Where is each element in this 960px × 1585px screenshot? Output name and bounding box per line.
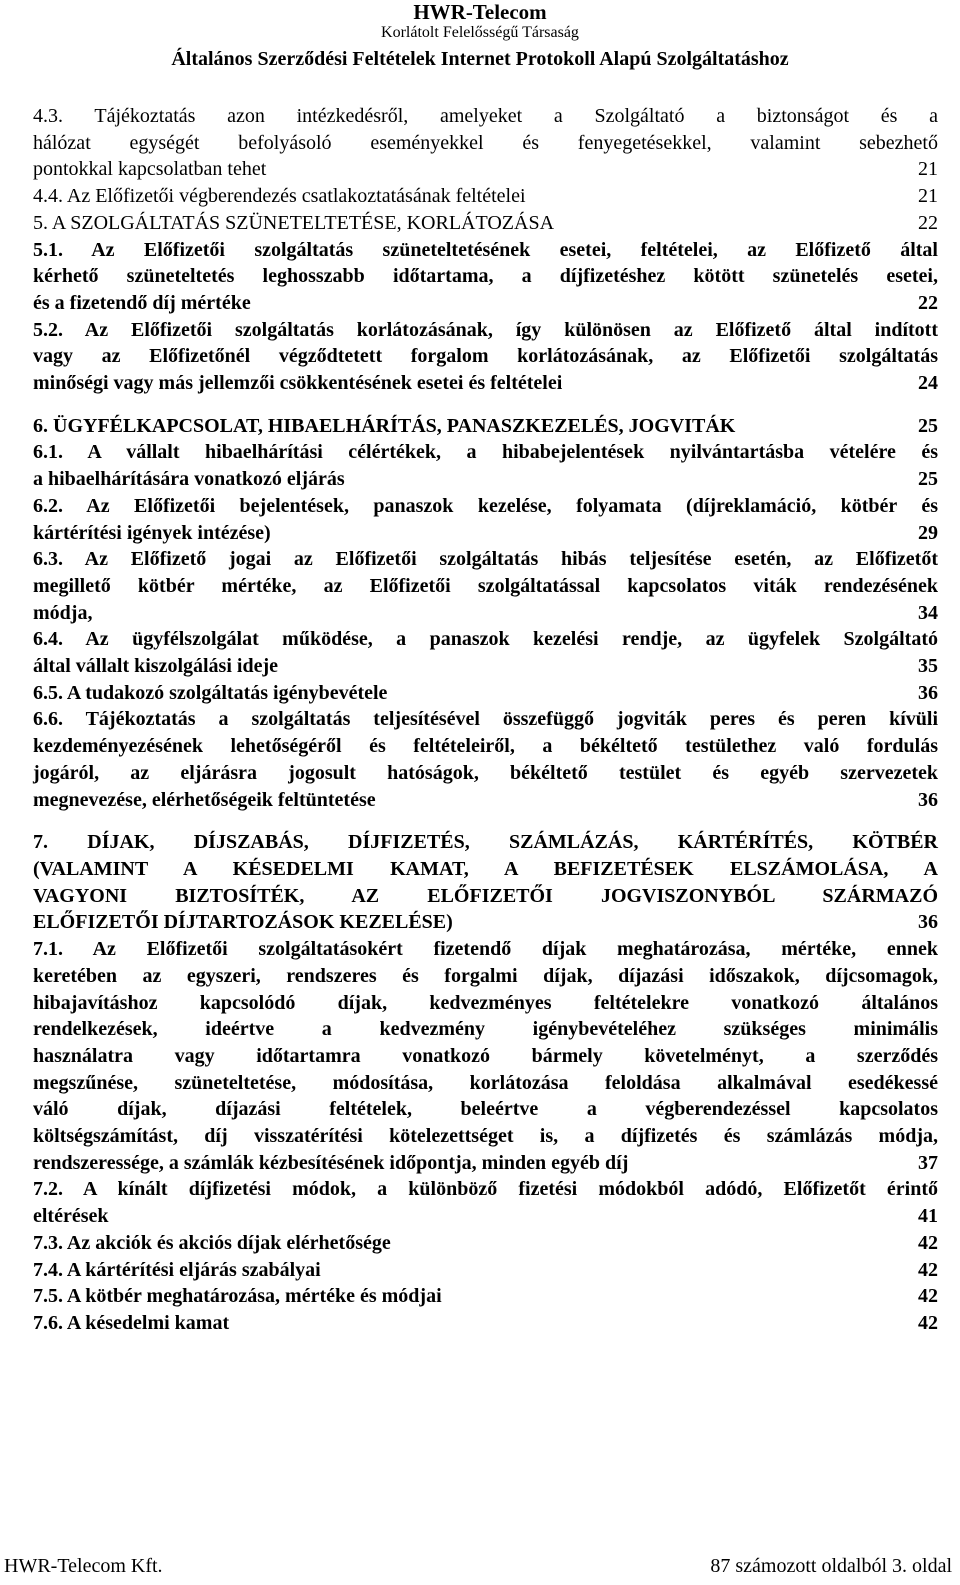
- toc-entry-line: használatra vagy időtartamra vonatkozó bármely követelményt, a szerződés: [33, 1044, 938, 1067]
- toc-page-number: 36: [918, 681, 938, 704]
- toc-page-number: 22: [918, 211, 938, 234]
- toc-entry-title: minőségi vagy más jellemzői csökkentésének esetei és feltételei: [33, 372, 563, 395]
- toc-entry-line: VAGYONI BIZTOSÍTÉK, AZ ELŐFIZETŐI JOGVISZONYBÓL SZÁRMAZÓ: [33, 884, 938, 907]
- toc-entry-line: költségszámítást, díj visszatérítési kötelezettséget is, a díjfizetés és számlázás módja,: [33, 1125, 938, 1148]
- toc-entry-title: kártérítési igények intézése): [33, 521, 271, 544]
- toc-entry-title: 7.6. A késedelmi kamat: [33, 1311, 230, 1334]
- toc-entry-line: 6.2. Az Előfizetői bejelentések, panaszok kezelése, folyamata (díjreklamáció, kötbér és: [33, 494, 938, 517]
- toc-entry[interactable]: [33, 103, 938, 183]
- footer-page-number: 87 számozott oldalból 3. oldal: [710, 1555, 952, 1577]
- toc-entry-line: megillető kötbér mértéke, az Előfizetői szolgáltatással kapcsolatos viták rendezésének: [33, 574, 938, 597]
- toc-entry-line: váló díjak, díjazási feltételek, beleértve a végberendezéssel kapcsolatos: [33, 1098, 938, 1121]
- toc-entry-title: rendszeressége, a számlák kézbesítésének időpontja, minden egyéb díj: [33, 1151, 629, 1174]
- toc-entry[interactable]: [33, 1230, 938, 1257]
- company-legal-form: Korlátolt Felelősségű Társaság: [381, 24, 579, 41]
- toc-entry-title: 6. ÜGYFÉLKAPCSOLAT, HIBAELHÁRÍTÁS, PANASZKEZELÉS, JOGVITÁK: [33, 414, 736, 437]
- toc-entry-line: hibajavításhoz kapcsolódó díjak, kedvezményes feltételekre vonatkozó általános: [33, 991, 938, 1014]
- toc-page-number: 42: [918, 1231, 938, 1254]
- toc-entry[interactable]: [33, 317, 938, 397]
- toc-entry[interactable]: [33, 1283, 938, 1310]
- toc-page-number: 41: [918, 1205, 938, 1228]
- section-gap: [33, 813, 938, 829]
- toc-page-number: 22: [918, 291, 938, 314]
- toc-entry-line: kérhető szüneteltetés leghosszabb időtartama, a díjfizetéshez kötött szünetelés esetei,: [33, 265, 938, 288]
- toc-entry[interactable]: [33, 626, 938, 679]
- toc-entry-title: és a fizetendő díj mértéke: [33, 291, 251, 314]
- toc-entry-line: 6.4. Az ügyfélszolgálat működése, a panaszok kezelési rendje, az ügyfelek Szolgáltató: [33, 628, 938, 651]
- toc-entry[interactable]: [33, 183, 938, 210]
- toc-entry[interactable]: [33, 546, 938, 626]
- toc-entry-line: 7.2. A kínált díjfizetési módok, a különböző fizetési módokból adódó, Előfizetőt érintő: [33, 1178, 938, 1201]
- toc-entry-line: kezdeményezésének lehetőségéről és feltételeiről, a békéltető testülethez való fordulás: [33, 735, 938, 758]
- footer-company: HWR-Telecom Kft.: [4, 1555, 163, 1577]
- section-gap: [33, 397, 938, 413]
- toc-entry-line: 6.1. A vállalt hibaelhárítási célértékek, a hibabejelentések nyilvántartásba vételére és: [33, 441, 938, 464]
- toc-entry-line: 4.3. Tájékoztatás azon intézkedésről, amelyeket a Szolgáltató a biztonságot és a: [33, 105, 938, 127]
- toc-entry[interactable]: [33, 1176, 938, 1229]
- page-footer: [0, 1545, 960, 1585]
- toc-entry[interactable]: [33, 1310, 938, 1337]
- toc-page-number: 35: [918, 655, 938, 678]
- toc-entry-line: vagy az Előfizetőnél végződtetett forgalom korlátozásának, az Előfizetői szolgáltatás: [33, 345, 938, 368]
- toc-entry[interactable]: [33, 829, 938, 936]
- toc-entry-line: jogáról, az eljárásra jogosult hatóságok, békéltető testület és egyéb szervezetek: [33, 761, 938, 784]
- toc-entry-title: pontokkal kapcsolatban tehet: [33, 158, 267, 181]
- toc-entry[interactable]: [33, 210, 938, 237]
- toc-entry-line: 5.2. Az Előfizetői szolgáltatás korlátozásának, így különösen az Előfizető által indított: [33, 318, 938, 341]
- toc-entry-title: 5. A SZOLGÁLTATÁS SZÜNETELTETÉSE, KORLÁTOZÁSA: [33, 211, 555, 234]
- toc-entry[interactable]: [33, 936, 938, 1176]
- toc-page-number: 21: [918, 185, 938, 208]
- toc-entry[interactable]: [33, 706, 938, 813]
- toc-entry-title: a hibaelhárítására vonatkozó eljárás: [33, 468, 345, 491]
- toc-page-number: 34: [918, 601, 938, 624]
- toc-entry-title: 7.3. Az akciók és akciós díjak elérhetősége: [33, 1231, 391, 1254]
- company-name: HWR-Telecom: [413, 0, 547, 24]
- toc-entry-title: eltérések: [33, 1205, 109, 1228]
- toc-entry-line: (VALAMINT A KÉSEDELMI KAMAT, A BEFIZETÉSEK ELSZÁMOLÁSA, A: [33, 857, 938, 880]
- toc-page-number: 36: [918, 788, 938, 811]
- toc-entry-title: 4.4. Az Előfizetői végberendezés csatlakoztatásának feltételei: [33, 185, 526, 208]
- toc-entry-line: rendelkezések, ideértve a kedvezmény igénybevételéhez szükséges minimális: [33, 1018, 938, 1041]
- toc-entry-line: 6.3. Az Előfizető jogai az Előfizetői szolgáltatás hibás teljesítése esetén, az Előfizetőt: [33, 548, 938, 571]
- toc-entry-title: 7.5. A kötbér meghatározása, mértéke és módjai: [33, 1285, 442, 1308]
- toc-page-number: 25: [918, 468, 938, 491]
- toc-entry-title: módja,: [33, 601, 93, 624]
- toc-page-number: 29: [918, 521, 938, 544]
- toc-entry[interactable]: [33, 413, 938, 440]
- toc-page-number: 36: [918, 911, 938, 934]
- toc-entry[interactable]: [33, 1257, 938, 1284]
- toc-entry-title: 6.5. A tudakozó szolgáltatás igénybevétele: [33, 681, 388, 704]
- toc-entry-title: ELŐFIZETŐI DÍJTARTOZÁSOK KEZELÉSE): [33, 911, 453, 934]
- toc-page-number: 42: [918, 1311, 938, 1334]
- toc-entry[interactable]: [33, 493, 938, 546]
- toc-page-number: 42: [918, 1285, 938, 1308]
- toc-entry-title: által vállalt kiszolgálási ideje: [33, 655, 278, 678]
- toc-entry-line: 5.1. Az Előfizetői szolgáltatás szüneteltetésének esetei, feltételei, az Előfizető által: [33, 238, 938, 261]
- toc-entry[interactable]: [33, 680, 938, 707]
- toc-entry[interactable]: [33, 237, 938, 317]
- toc-entry-line: hálózat egységét befolyásoló eseményekkel és fenyegetésekkel, valamint sebezhető: [33, 131, 938, 154]
- toc-entry-title: 7.4. A kártérítési eljárás szabályai: [33, 1258, 321, 1281]
- toc-entry[interactable]: [33, 439, 938, 492]
- toc-entry-title: megnevezése, elérhetőségeik feltüntetése: [33, 788, 376, 811]
- toc-entry-line: 7. DÍJAK, DÍJSZABÁS, DÍJFIZETÉS, SZÁMLÁZÁS, KÁRTÉRÍTÉS, KÖTBÉR: [33, 831, 938, 854]
- toc-entry-line: 6.6. Tájékoztatás a szolgáltatás teljesítésével összefüggő jogviták peres és peren kívüli: [33, 708, 938, 731]
- toc-page-number: 24: [918, 372, 938, 395]
- toc-page-number: 42: [918, 1258, 938, 1281]
- toc-entry-line: 7.1. Az Előfizetői szolgáltatásokért fizetendő díjak meghatározása, mértéke, ennek: [33, 938, 938, 961]
- document-title: Általános Szerződési Feltételek Internet Protokoll Alapú Szolgáltatáshoz: [171, 48, 789, 70]
- toc-page-number: 25: [918, 414, 938, 437]
- toc-entry-line: megszűnése, szüneteltetése, módosítása, korlátozása feloldása alkalmával esedékessé: [33, 1071, 938, 1094]
- toc-page-number: 37: [918, 1151, 938, 1174]
- toc-page-number: 21: [918, 158, 938, 181]
- table-of-contents: [33, 103, 938, 1337]
- toc-entry-line: keretében az egyszeri, rendszeres és forgalmi díjak, díjazási időszakok, díjcsomagok,: [33, 964, 938, 987]
